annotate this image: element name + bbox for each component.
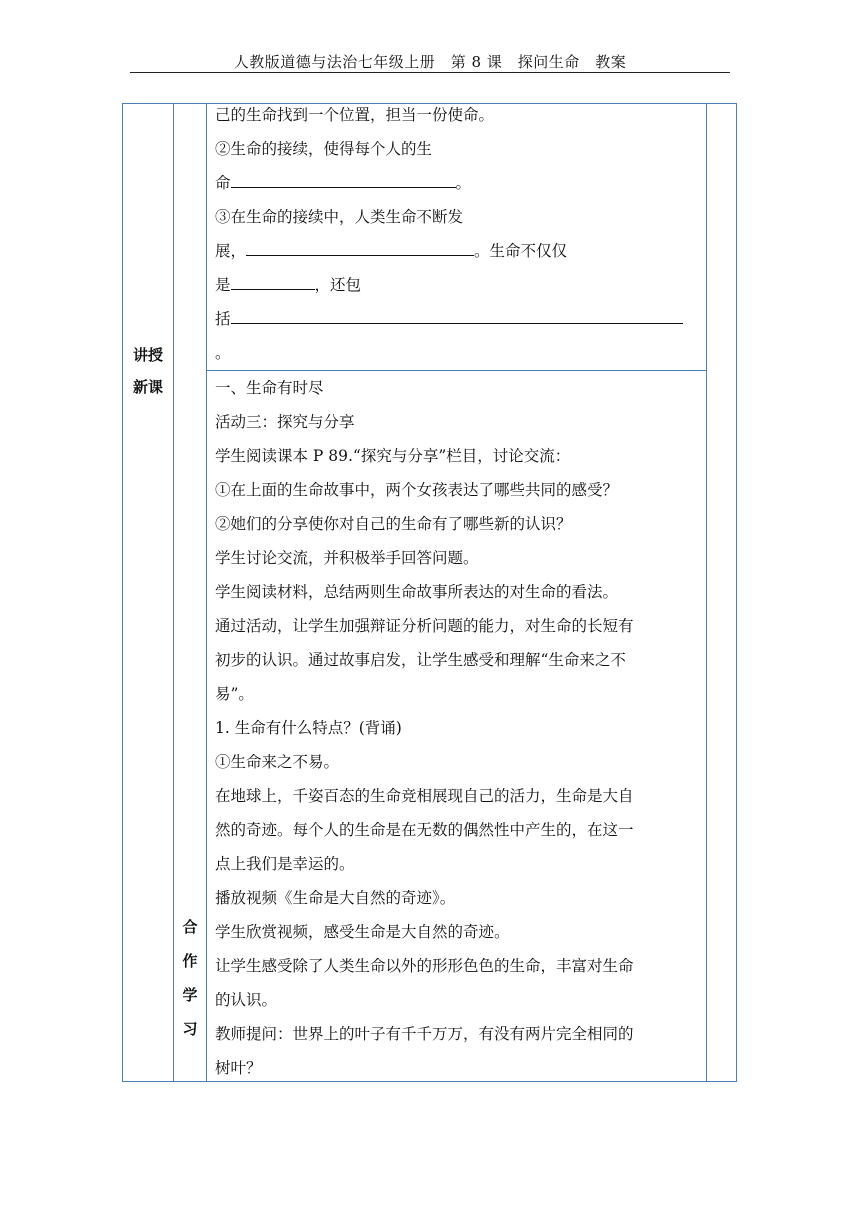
text-fragment: ，还包 <box>314 276 362 294</box>
lesson-table <box>122 103 737 1082</box>
text-line: ③在生命的接续中，人类生命不断发 <box>215 208 464 226</box>
text-fragment: 命 <box>215 174 231 192</box>
text-line: 学生欣赏视频，感受生命是大自然的奇迹。 <box>215 923 510 941</box>
text-line: 初步的认识。通过故事启发，让学生感受和理解“生命来之不 <box>215 651 626 669</box>
fill-blank <box>246 237 474 256</box>
text-line: 教师提问：世界上的叶子有千千万万，有没有两片完全相同的 <box>215 1025 634 1043</box>
text-line: 活动三：探究与分享 <box>215 413 355 431</box>
section-label-line-1: 讲授 <box>132 346 163 364</box>
text-line: 点上我们是幸运的。 <box>215 855 355 873</box>
text-line: 学生阅读课本 P 89.“探究与分享”栏目，讨论交流： <box>215 447 571 465</box>
page-header-title: 人教版道德与法治七年级上册 第 8 课 探问生命 教案 <box>233 53 627 71</box>
text-line: 的认识。 <box>215 991 278 1009</box>
text-line <box>215 302 707 336</box>
text-line: 学生讨论交流，并积极举手回答问题。 <box>215 549 479 567</box>
text-line <box>215 166 707 200</box>
text-fragment: 是 <box>215 276 231 294</box>
side-label-char: 作 <box>182 952 198 970</box>
header-rule <box>130 72 730 73</box>
text-line: ①生命来之不易。 <box>215 753 340 771</box>
cooperative-learning-label <box>174 910 206 1046</box>
cell-top-content <box>215 98 707 370</box>
text-line <box>215 268 707 302</box>
text-line: ①在上面的生命故事中，两个女孩表达了哪些共同的感受？ <box>215 481 619 499</box>
text-line: 播放视频《生命是大自然的奇迹》。 <box>215 889 456 907</box>
text-fragment: 。 <box>455 174 472 192</box>
text-line: 1. 生命有什么特点？(背诵) <box>215 719 402 737</box>
fill-blank <box>231 271 315 290</box>
text-line: 易”。 <box>215 685 254 703</box>
side-label-char: 合 <box>182 918 198 936</box>
text-line: 让学生感受除了人类生命以外的形形色色的生命，丰富对生命 <box>215 957 634 975</box>
section-label <box>123 339 173 403</box>
text-line: 然的奇迹。每个人的生命是在无数的偶然性中产生的，在这一 <box>215 821 634 839</box>
text-line: ②生命的接续，使得每个人的生 <box>215 140 433 158</box>
section-label-line-2: 新课 <box>132 378 163 396</box>
column-divider-2 <box>206 104 207 1081</box>
text-line: 。 <box>215 344 231 362</box>
side-label-char: 习 <box>182 1020 198 1038</box>
text-line: ②她们的分享使你对自己的生命有了哪些新的认识？ <box>215 515 572 533</box>
text-fragment: 展， <box>215 242 247 260</box>
side-label-char: 学 <box>182 986 198 1004</box>
text-line: 学生阅读材料，总结两则生命故事所表达的对生命的看法。 <box>215 583 619 601</box>
text-fragment: 括 <box>215 310 231 328</box>
fill-blank <box>231 305 683 324</box>
text-line: 通过活动，让学生加强辩证分析问题的能力，对生命的长短有 <box>215 617 634 635</box>
text-fragment: 。生命不仅仅 <box>474 242 568 260</box>
text-line: 一、生命有时尽 <box>215 379 324 397</box>
text-line <box>215 234 707 268</box>
cell-main-content <box>215 371 707 1085</box>
fill-blank <box>231 169 456 188</box>
text-line: 己的生命找到一个位置，担当一份使命。 <box>215 106 495 124</box>
text-line: 在地球上，千姿百态的生命竞相展现自己的活力，生命是大自 <box>215 787 634 805</box>
text-line: 树叶？ <box>215 1059 262 1077</box>
